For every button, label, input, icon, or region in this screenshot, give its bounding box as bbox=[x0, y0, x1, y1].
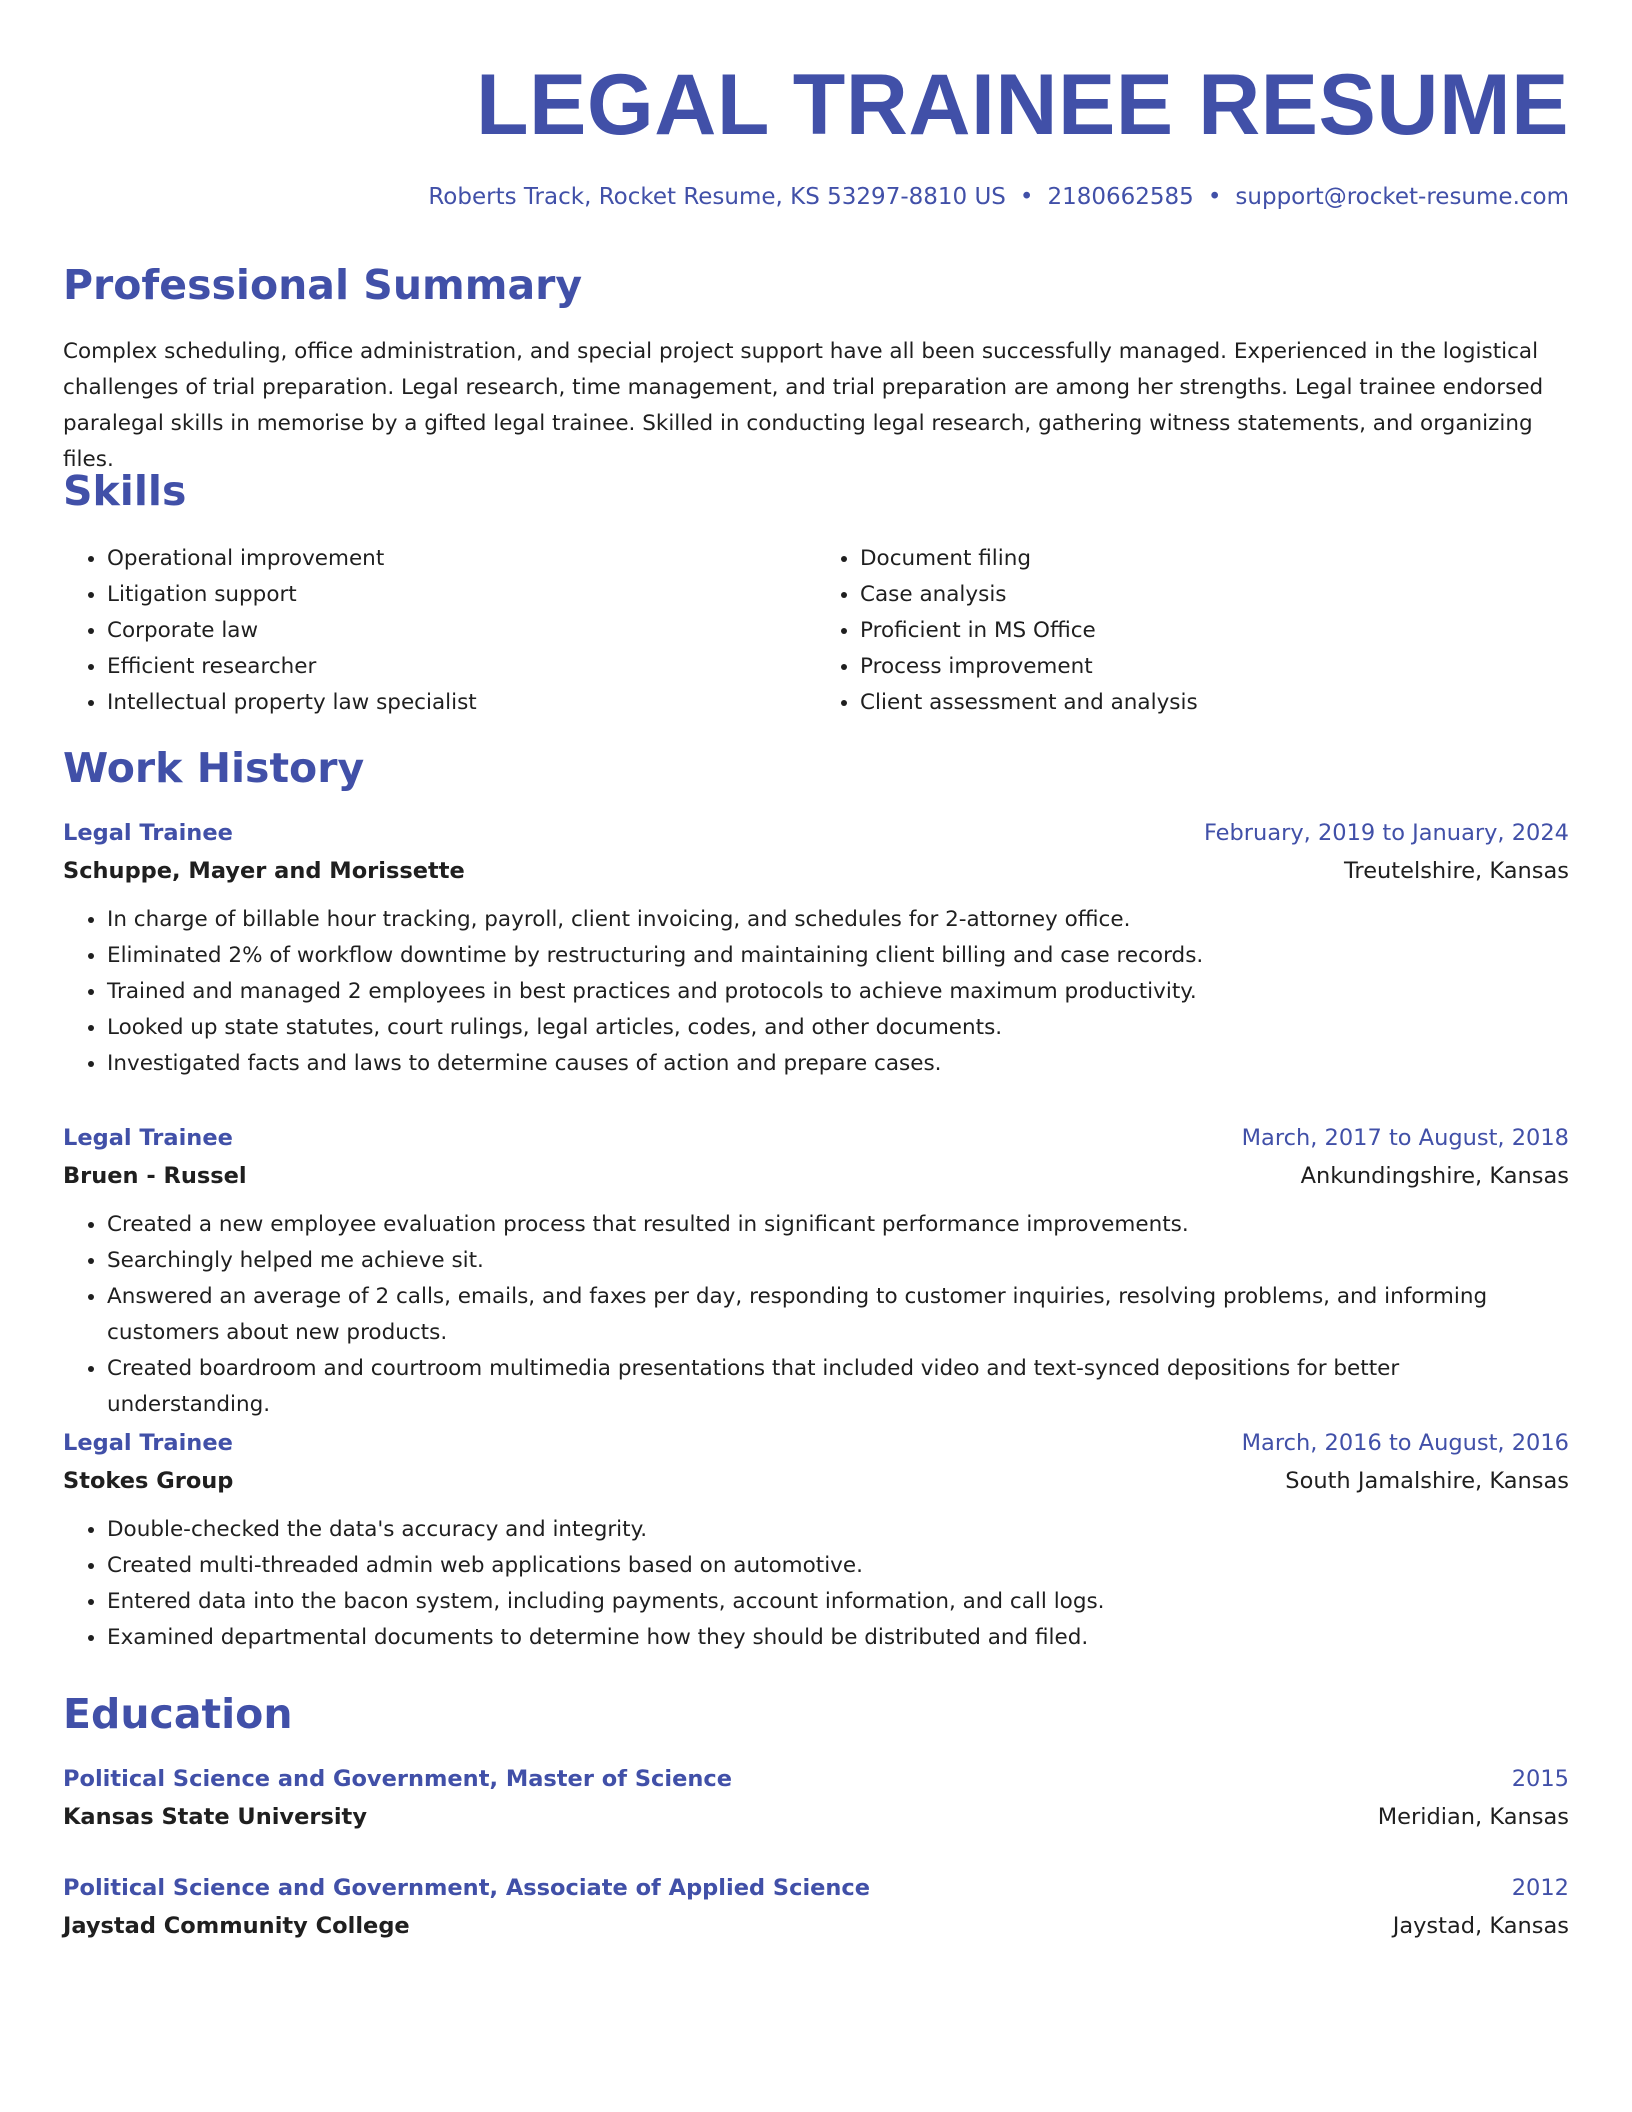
job-location: Treutelshire, Kansas bbox=[1344, 858, 1569, 884]
job-bullet: • Investigated facts and laws to determine causes of action and prepare cases. bbox=[107, 1046, 1569, 1082]
job-company: Schuppe, Mayer and Morissette bbox=[63, 858, 465, 884]
job-bullet: • In charge of billable hour tracking, payroll, client invoicing, and schedules for 2-attorney office. bbox=[107, 902, 1569, 938]
education-location: Meridian, Kansas bbox=[1377, 1804, 1569, 1830]
job-entry bbox=[63, 1424, 1569, 1656]
job-bullet: • Trained and managed 2 employees in best practices and protocols to achieve maximum productivity. bbox=[107, 974, 1569, 1010]
job-bullet: • Examined departmental documents to determine how they should be distributed and filed. bbox=[107, 1620, 1569, 1656]
job-bullet: • Answered an average of 2 calls, emails, and faxes per day, responding to customer inquiries, resolving problems, and informing customers about new products. bbox=[107, 1279, 1569, 1351]
job-title: Legal Trainee bbox=[63, 1125, 233, 1151]
job-title: Legal Trainee bbox=[63, 820, 233, 846]
education-school: Jaystad Community College bbox=[63, 1913, 410, 1939]
education-school: Kansas State University bbox=[63, 1804, 367, 1830]
job-bullet: • Double-checked the data's accuracy and integrity. bbox=[107, 1512, 1569, 1548]
skill-item: • Proficient in MS Office bbox=[860, 613, 1569, 649]
skills-heading: Skills bbox=[63, 467, 187, 515]
skill-item: • Litigation support bbox=[107, 577, 816, 613]
education-location: Jaystad, Kansas bbox=[1392, 1913, 1569, 1939]
job-bullets bbox=[63, 1207, 1569, 1423]
summary-heading: Professional Summary bbox=[63, 261, 583, 309]
summary-text: Complex scheduling, office administration, and special project support have all been successfully managed. Experienced in the logistical challenges of trial preparation. Legal research, time management, and trial preparation are among her strengths. Legal trainee endorsed paralegal skills in memorise by a gifted legal trainee. Skilled in conducting legal research, gathering witness statements, and organizing files. bbox=[63, 339, 1544, 472]
job-bullets bbox=[63, 902, 1569, 1082]
job-bullet: • Created multi-threaded admin web applications based on automotive. bbox=[107, 1548, 1569, 1584]
job-company: Stokes Group bbox=[63, 1468, 234, 1494]
job-bullet: • Eliminated 2% of workflow downtime by restructuring and maintaining client billing and case records. bbox=[107, 938, 1569, 974]
contact-separator: • bbox=[1019, 184, 1034, 210]
job-dates: February, 2019 to January, 2024 bbox=[1203, 820, 1569, 846]
skill-item: • Client assessment and analysis bbox=[860, 685, 1569, 721]
job-location: South Jamalshire, Kansas bbox=[1285, 1468, 1569, 1494]
skill-item: • Document filing bbox=[860, 541, 1569, 577]
job-bullet: • Looked up state statutes, court rulings, legal articles, codes, and other documents. bbox=[107, 1010, 1569, 1046]
job-entry bbox=[63, 814, 1569, 1082]
resume-title: LEGAL TRAINEE RESUME bbox=[475, 57, 1569, 153]
skill-item: • Process improvement bbox=[860, 649, 1569, 685]
job-dates: March, 2016 to August, 2016 bbox=[1241, 1430, 1569, 1456]
job-entry bbox=[63, 1119, 1569, 1423]
job-bullet: • Created boardroom and courtroom multimedia presentations that included video and text-synced depositions for better understanding. bbox=[107, 1351, 1569, 1423]
contact-phone: 2180662585 bbox=[1047, 184, 1194, 210]
skill-item: • Efficient researcher bbox=[107, 649, 816, 685]
contact-line bbox=[428, 182, 1569, 212]
job-bullets bbox=[63, 1512, 1569, 1656]
skills-column-left bbox=[63, 541, 816, 721]
skill-item: • Case analysis bbox=[860, 577, 1569, 613]
skills-list bbox=[63, 541, 1569, 721]
work-history-heading: Work History bbox=[63, 744, 365, 792]
job-bullet: • Created a new employee evaluation process that resulted in significant performance improvements. bbox=[107, 1207, 1569, 1243]
job-bullet: • Searchingly helped me achieve sit. bbox=[107, 1243, 1569, 1279]
job-dates: March, 2017 to August, 2018 bbox=[1241, 1125, 1569, 1151]
education-year: 2012 bbox=[1511, 1875, 1569, 1901]
education-degree: Political Science and Government, Master of Science bbox=[63, 1766, 732, 1792]
education-degree: Political Science and Government, Associate of Applied Science bbox=[63, 1875, 871, 1901]
skill-item: • Operational improvement bbox=[107, 541, 816, 577]
education-entry bbox=[63, 1760, 1569, 1836]
job-location: Ankundingshire, Kansas bbox=[1300, 1163, 1569, 1189]
skill-item: • Corporate law bbox=[107, 613, 816, 649]
education-entry bbox=[63, 1869, 1569, 1945]
education-year: 2015 bbox=[1511, 1766, 1569, 1792]
education-heading: Education bbox=[63, 1690, 293, 1738]
contact-email[interactable]: support@rocket-resume.com bbox=[1235, 184, 1569, 210]
contact-separator: • bbox=[1207, 184, 1222, 210]
job-bullet: • Entered data into the bacon system, including payments, account information, and call logs. bbox=[107, 1584, 1569, 1620]
job-company: Bruen - Russel bbox=[63, 1163, 247, 1189]
job-title: Legal Trainee bbox=[63, 1430, 233, 1456]
contact-address: Roberts Track, Rocket Resume, KS 53297-8810 US bbox=[428, 184, 1006, 210]
skills-column-right bbox=[816, 541, 1569, 721]
skill-item: • Intellectual property law specialist bbox=[107, 685, 816, 721]
